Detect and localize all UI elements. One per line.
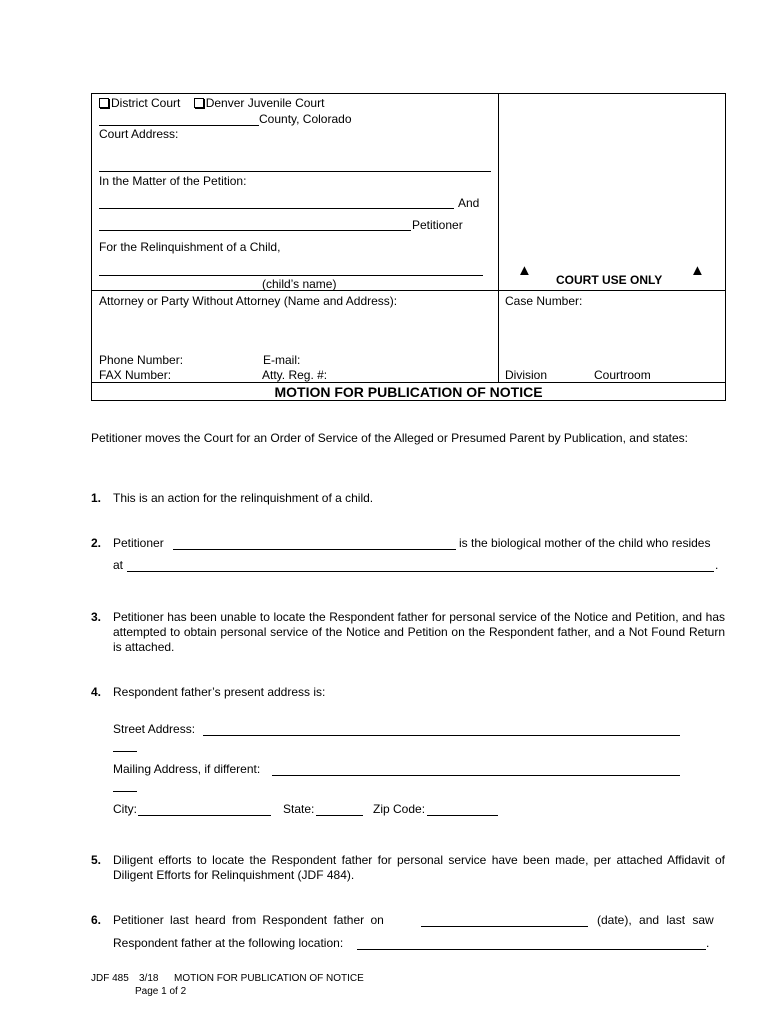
item-6-number: 6. — [91, 913, 102, 927]
mailing-address-label: Mailing Address, if different: — [113, 762, 261, 776]
mailing-address-line-2[interactable] — [113, 791, 137, 792]
court-address-label: Court Address: — [99, 127, 179, 141]
triangle-up-right-icon: ▲ — [690, 262, 705, 279]
attorney-label: Attorney or Party Without Attorney (Name and Address): — [99, 294, 398, 308]
item-5-number: 5. — [91, 853, 102, 867]
item-6-text-d: . — [706, 936, 710, 950]
county-line[interactable] — [99, 125, 259, 126]
zip-code-label: Zip Code: — [373, 802, 426, 816]
item-4-text: Respondent father’s present address is: — [113, 685, 326, 699]
item-2-text-d: . — [715, 558, 719, 572]
footer-rev: 3/18 — [139, 973, 159, 984]
court-address-line[interactable] — [99, 171, 491, 172]
fax-label: FAX Number: — [99, 368, 172, 382]
petitioner-label: Petitioner — [412, 218, 463, 232]
item-6-text-c: Respondent father at the following location: — [113, 936, 344, 950]
for-relinquishment-label: For the Relinquishment of a Child, — [99, 240, 281, 254]
item-1-number: 1. — [91, 491, 102, 505]
footer-form-title: MOTION FOR PUBLICATION OF NOTICE — [174, 973, 364, 984]
in-the-matter-label: In the Matter of the Petition: — [99, 174, 247, 188]
atty-reg-label: Atty. Reg. #: — [262, 368, 328, 382]
district-court-label: District Court — [111, 96, 181, 110]
item-4-number: 4. — [91, 685, 102, 699]
item-5-text: Diligent efforts to locate the Respondent father for personal service have been made, per attached Affidavit of Diligent Efforts for Relinquishment (JDF 484). — [113, 853, 725, 882]
denver-juvenile-court-label: Denver Juvenile Court — [205, 96, 325, 110]
street-address-label: Street Address: — [113, 722, 196, 736]
item-2-text-a: Petitioner — [113, 536, 164, 550]
county-label: County, Colorado — [259, 112, 352, 126]
courtroom-label: Courtroom — [594, 368, 651, 382]
last-seen-location-line[interactable] — [357, 949, 706, 950]
child-name-line[interactable] — [99, 275, 483, 276]
email-label: E-mail: — [263, 353, 301, 367]
item-6-text-a: Petitioner last heard from Respondent father on — [113, 913, 384, 927]
city-label: City: — [113, 802, 137, 816]
street-address-line[interactable] — [203, 735, 680, 736]
state-line[interactable] — [316, 815, 363, 816]
phone-label: Phone Number: — [99, 353, 184, 367]
state-label: State: — [283, 802, 315, 816]
childs-name-label: (child’s name) — [262, 277, 337, 291]
caption-divider-vertical — [498, 93, 499, 383]
street-address-line-2[interactable] — [113, 751, 137, 752]
and-label: And — [458, 196, 480, 210]
item-6-text-b: (date), and last saw — [597, 913, 714, 927]
child-residence-line[interactable] — [127, 571, 714, 572]
zip-code-line[interactable] — [427, 815, 498, 816]
item-2-number: 2. — [91, 536, 102, 550]
petitioner-2-line[interactable] — [99, 230, 411, 231]
document-title: MOTION FOR PUBLICATION OF NOTICE — [274, 384, 543, 400]
item-3-text: Petitioner has been unable to locate the Respondent father for personal service of the Notice and Petition, and has attempted to obtain personal service of the Notice and Petition on the Respondent father, and a Not Found Return is attached. — [113, 610, 725, 654]
footer-form-id: JDF 485 — [91, 973, 129, 984]
city-line[interactable] — [138, 815, 271, 816]
caption-divider-2 — [91, 382, 726, 383]
item-2-text-b: is the biological mother of the child who resides — [459, 536, 711, 550]
district-court-checkbox[interactable] — [99, 98, 109, 108]
court-type-row — [99, 96, 324, 110]
footer-page: Page 1 of 2 — [135, 986, 187, 997]
petitioner-name-line[interactable] — [173, 549, 456, 550]
caption-divider-1 — [91, 290, 726, 291]
case-number-label: Case Number: — [505, 294, 583, 308]
last-heard-date-line[interactable] — [421, 926, 588, 927]
mailing-address-line[interactable] — [272, 775, 680, 776]
item-3-number: 3. — [91, 610, 102, 624]
item-1-text: This is an action for the relinquishment of a child. — [113, 491, 374, 505]
division-label: Division — [505, 368, 548, 382]
item-2-text-c: at — [113, 558, 124, 572]
petitioner-1-line[interactable] — [99, 208, 454, 209]
denver-juvenile-court-checkbox[interactable] — [194, 98, 204, 108]
triangle-up-left-icon: ▲ — [517, 262, 532, 279]
court-use-only-label: COURT USE ONLY — [556, 273, 663, 287]
intro-paragraph: Petitioner moves the Court for an Order of Service of the Alleged or Presumed Parent by Publication, and states: — [91, 431, 688, 445]
